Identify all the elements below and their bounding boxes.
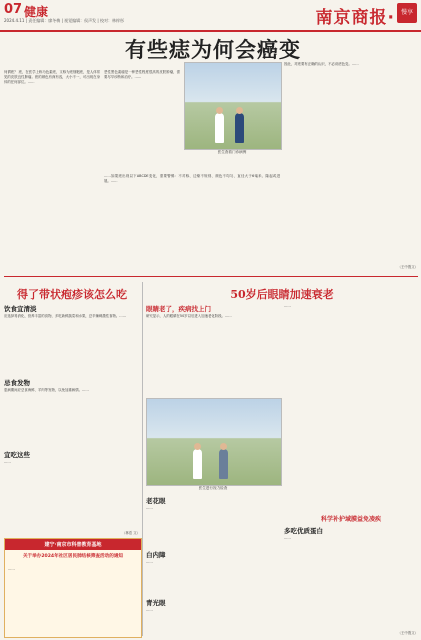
top-photo-caption: 医生查看门诊病例 xyxy=(217,150,247,154)
ad-headline: 关于举办2024年社区居民肺结核筛查活动的通知 xyxy=(22,554,124,559)
eye-exam-photo xyxy=(146,398,282,486)
brand-logo-icon: 慢享 xyxy=(397,3,417,23)
center-text3: …… xyxy=(146,560,153,564)
center-sub4: 青光眼 xyxy=(146,599,166,607)
column-rule xyxy=(142,282,143,636)
left-text2: 患病期间应忌食海鲜、羊肉等发物，以免加重病情。…… xyxy=(4,388,89,392)
right-text: …… xyxy=(284,304,291,308)
left-section-title: 得了带状疱疹该怎么吃 xyxy=(17,288,127,301)
ad-text: …… xyxy=(8,567,15,571)
ad-box xyxy=(4,538,142,638)
left-text1: 应选择易消化、营养丰富的食物，多吃新鲜蔬菜和水果，忌辛辣刺激性食物。…… xyxy=(4,314,127,318)
center-text1: 研究显示，人的眼睛在50岁以后进入加速老化阶段。…… xyxy=(146,314,232,318)
center-text4: …… xyxy=(146,608,153,612)
top-article-col1: 何谓痣？ 痣，在医学上称为色素痣，又称为痣细胞痣，是人体常见的皮肤良性肿瘤。痣的颜色有深有浅，大小不一，可出现在身体的任何部位。…… xyxy=(4,70,100,85)
right-section-title: 科学补护域膜益免凌疾 xyxy=(320,516,381,523)
divider xyxy=(4,276,418,277)
brand-name: 南京商报· xyxy=(315,8,395,28)
right-text1: …… xyxy=(284,536,291,540)
doctor-photo xyxy=(184,62,282,150)
right-byline: （王中胜文） xyxy=(397,631,418,635)
page-number: 07 xyxy=(4,2,23,17)
left-sub3: 宜吃这些 xyxy=(4,451,30,459)
left-sub2: 忌食发物 xyxy=(4,379,30,387)
center-sub1: 眼睛老了，疾病找上门 xyxy=(146,305,211,313)
center-photo-caption: 医生进行视力检查 xyxy=(198,486,228,490)
dateline: 2024.4.11 | 责任编辑：廖冬梅 | 视觉编辑：侯声发 | 校对：林梓彤 xyxy=(4,18,125,23)
top-article-col2: 恶性黑色素瘤是一种恶性程度很高的皮肤肿瘤，需要尽早诊断和治疗。…… xyxy=(104,70,180,80)
top-article-col2b: ……如果痣出现以下ABCDE变化，需要警惕：不对称、边缘不规则、颜色不均匀、直径大于6毫米、隆起或进展。…… xyxy=(104,174,280,184)
masthead xyxy=(0,0,421,32)
center-sub2: 老花眼 xyxy=(146,497,166,505)
center-text2: …… xyxy=(146,506,153,510)
main-headline: 有些痣为何会癌变 xyxy=(125,37,301,62)
center-section-title: 50岁后眼睛加速衰老 xyxy=(230,288,334,301)
top-article-byline: （王中胜文） xyxy=(397,265,418,269)
left-sub1: 饮食宜清淡 xyxy=(4,305,37,313)
left-text3: …… xyxy=(4,460,11,464)
right-sub1: 多吃优质蛋白 xyxy=(284,527,323,535)
left-byline: （林语 文） xyxy=(121,531,140,535)
ad-banner: 建宁·南京市科普教育基地 xyxy=(5,539,141,550)
center-sub3: 白内障 xyxy=(146,551,166,559)
section-name: 健康 xyxy=(24,5,49,19)
top-article-col4: 因此，对痣要有正确的认识，不必谈痣色变。…… xyxy=(284,62,359,66)
